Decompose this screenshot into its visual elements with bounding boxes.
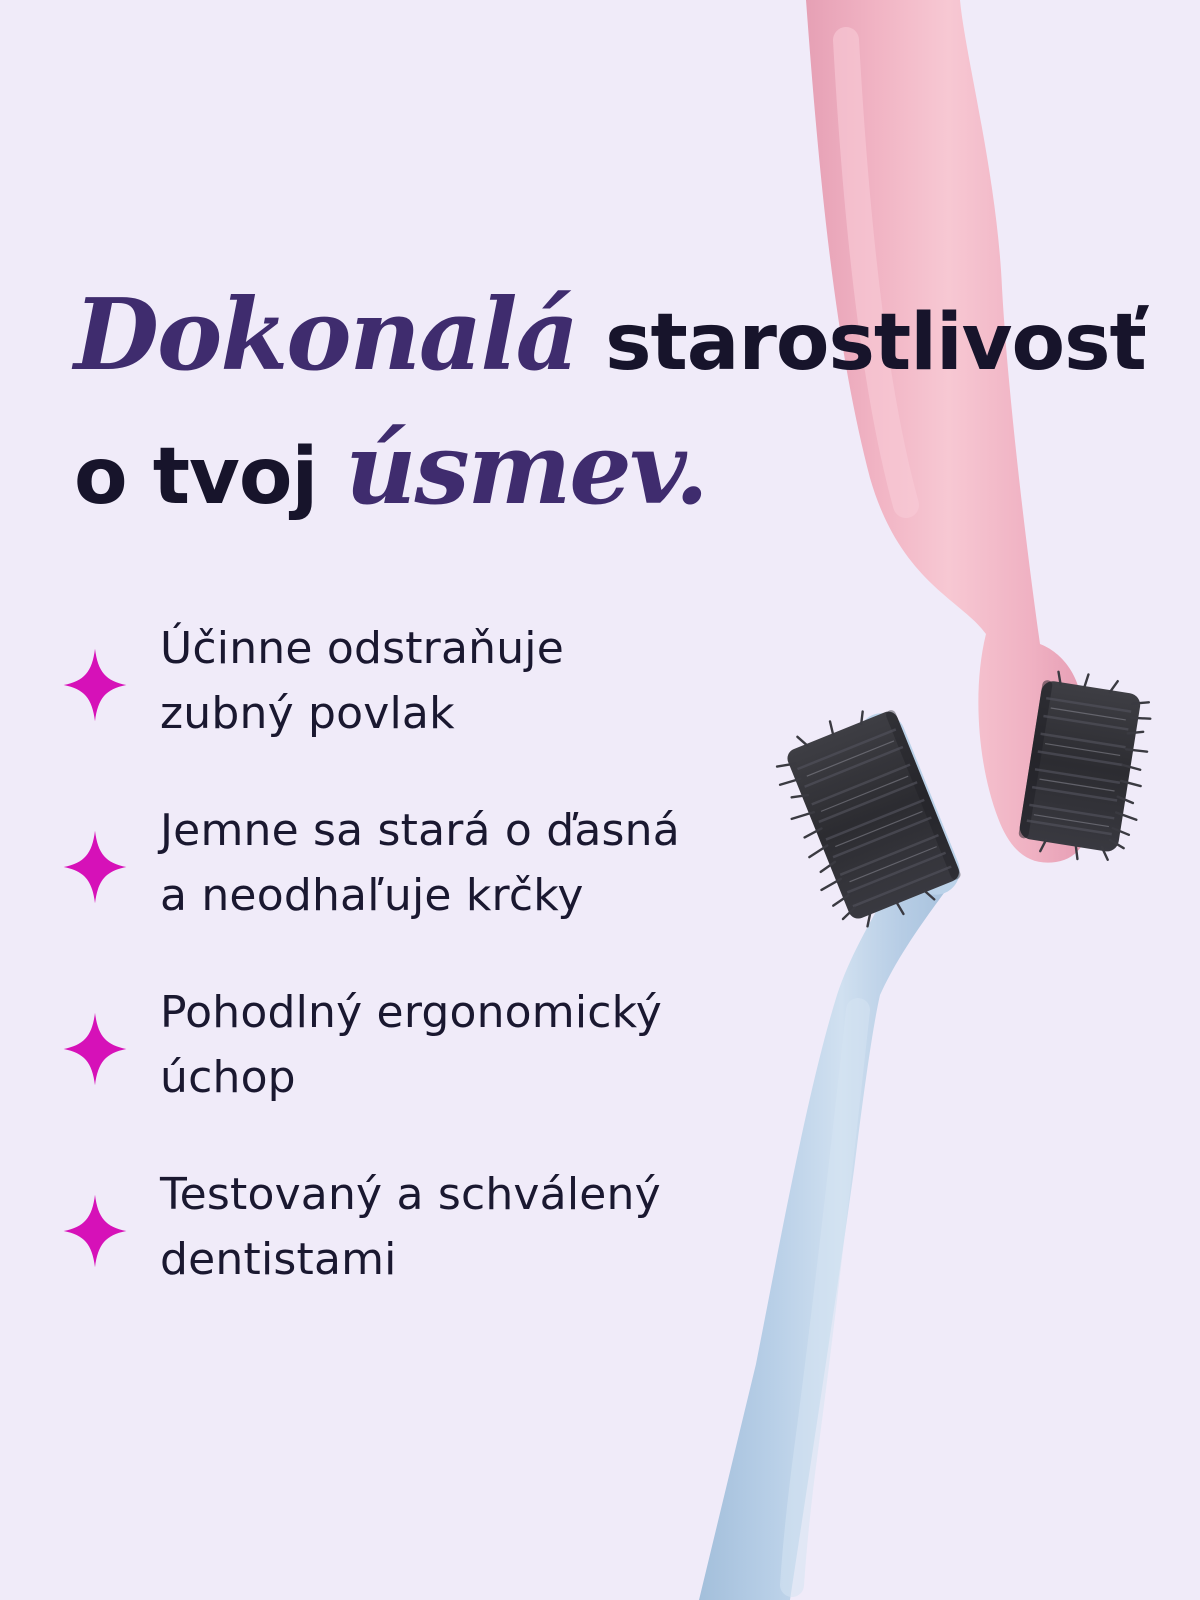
feature-item <box>62 616 680 746</box>
feature-text <box>160 616 564 746</box>
feature-line: zubný povlak <box>160 688 455 739</box>
headline-word-1: starostlivosť <box>605 298 1146 388</box>
sparkle-icon <box>62 1191 128 1271</box>
feature-line: Pohodlný ergonomický <box>160 987 663 1038</box>
feature-line: dentistami <box>160 1234 397 1285</box>
headline-line-2 <box>74 412 1194 546</box>
blue-toothbrush <box>699 697 968 1600</box>
blue-toothbrush-head <box>763 697 968 940</box>
feature-text <box>160 798 680 928</box>
feature-text <box>160 980 662 1110</box>
sparkle-icon <box>62 1009 128 1089</box>
headline-accent-word-2: úsmev. <box>345 412 707 527</box>
sparkle-icon <box>62 827 128 907</box>
feature-line: Účinne odstraňuje <box>160 623 564 674</box>
feature-list <box>62 616 680 1344</box>
feature-line: a neodhaľuje krčky <box>160 870 584 921</box>
headline-word-2: o tvoj <box>74 432 318 522</box>
sparkle-icon <box>62 645 128 725</box>
headline-line-1 <box>74 278 1194 412</box>
feature-text <box>160 1162 661 1292</box>
headline-accent-word-1: Dokonalá <box>74 278 578 393</box>
feature-item <box>62 980 680 1110</box>
feature-item <box>62 798 680 928</box>
headline <box>74 278 1194 546</box>
feature-line: Jemne sa stará o ďasná <box>160 805 680 856</box>
feature-line: úchop <box>160 1052 296 1103</box>
feature-item <box>62 1162 680 1292</box>
feature-line: Testovaný a schválený <box>160 1169 661 1220</box>
